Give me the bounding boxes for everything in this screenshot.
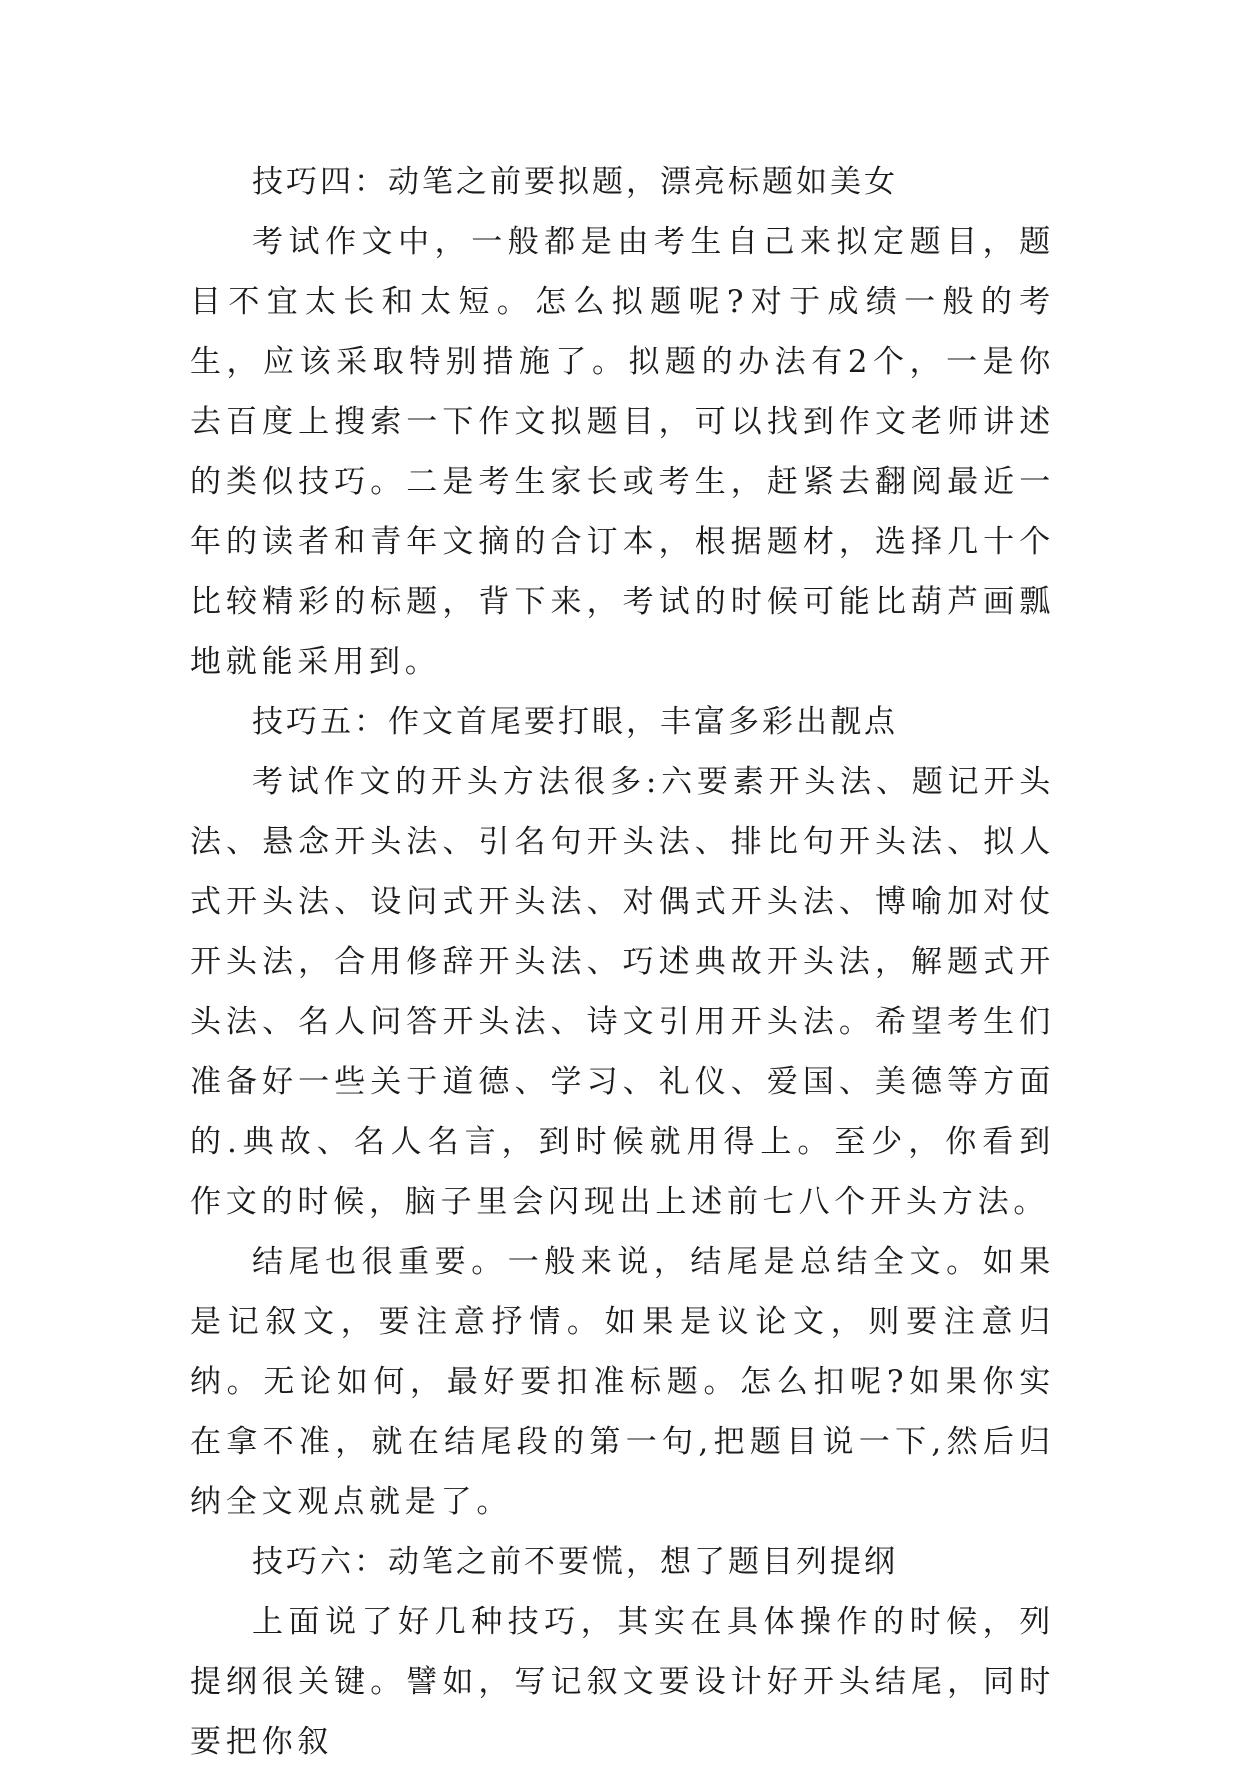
paragraph-ending-tips: 结尾也很重要。一般来说，结尾是总结全文。如果是记叙文，要注意抒情。如果是议论文，则要注意归纳。无论如何，最好要扣准标题。怎么扣呢?如果你实在拿不准，就在结尾段的第一句,把题目说一下,然后归纳全文观点就是了。 — [190, 1244, 1055, 1520]
section-heading-tip-4: 技巧四：动笔之前要拟题，漂亮标题如美女 — [252, 164, 898, 200]
paragraph-title-tips: 考试作文中，一般都是由考生自己来拟定题目，题目不宜太长和太短。怎么拟题呢?对于成绩一般的考生，应该采取特别措施了。拟题的办法有2个，一是你去百度上搜索一下作文拟题目，可以找到作文老师讲述的类似技巧。二是考生家长或考生，赶紧去翻阅最近一年的读者和青年文摘的合订本，根据题材，选择几十个比较精彩的标题，背下来，考试的时候可能比葫芦画瓢地就能采用到。 — [190, 224, 1055, 680]
section-heading-tip-6: 技巧六：动笔之前不要慌，想了题目列提纲 — [252, 1544, 898, 1580]
document-body — [190, 152, 1055, 1772]
section-heading-tip-5: 技巧五：作文首尾要打眼，丰富多彩出靓点 — [252, 704, 898, 740]
paragraph-opening-methods: 考试作文的开头方法很多:六要素开头法、题记开头法、悬念开头法、引名句开头法、排比句开头法、拟人式开头法、设问式开头法、对偶式开头法、博喻加对仗开头法，合用修辞开头法、巧述典故开头法，解题式开头法、名人问答开头法、诗文引用开头法。希望考生们准备好一些关于道德、学习、礼仪、爱国、美德等方面的.典故、名人名言，到时候就用得上。至少，你看到作文的时候，脑子里会闪现出上述前七八个开头方法。 — [190, 764, 1055, 1220]
paragraph-outline-tips: 上面说了好几种技巧，其实在具体操作的时候，列提纲很关键。譬如，写记叙文要设计好开头结尾，同时要把你叙 — [190, 1604, 1055, 1760]
